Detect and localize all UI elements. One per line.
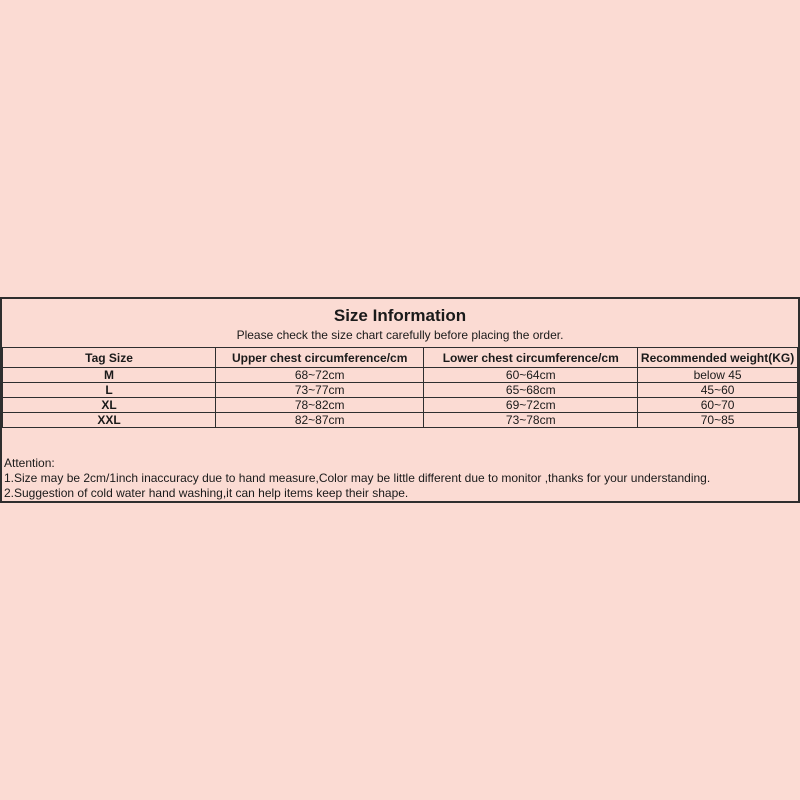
size-information-panel bbox=[0, 297, 800, 503]
column-header-upper-chest: Upper chest circumference/cm bbox=[216, 348, 424, 368]
cell-upper-chest: 78~82cm bbox=[216, 398, 424, 413]
cell-recommended-weight: 60~70 bbox=[638, 398, 798, 413]
cell-lower-chest: 69~72cm bbox=[424, 398, 638, 413]
size-table-header-row bbox=[3, 348, 798, 368]
attention-label: Attention: bbox=[4, 456, 55, 470]
cell-upper-chest: 68~72cm bbox=[216, 368, 424, 383]
table-row bbox=[3, 383, 798, 398]
attention-block bbox=[2, 456, 798, 501]
cell-tag-size: XXL bbox=[3, 413, 216, 428]
cell-lower-chest: 60~64cm bbox=[424, 368, 638, 383]
cell-tag-size: L bbox=[3, 383, 216, 398]
cell-recommended-weight: below 45 bbox=[638, 368, 798, 383]
column-header-lower-chest: Lower chest circumference/cm bbox=[424, 348, 638, 368]
table-row bbox=[3, 368, 798, 383]
page-title: Size Information bbox=[333, 306, 467, 325]
size-table bbox=[2, 347, 798, 428]
cell-tag-size: M bbox=[3, 368, 216, 383]
cell-upper-chest: 82~87cm bbox=[216, 413, 424, 428]
column-header-tag-size: Tag Size bbox=[3, 348, 216, 368]
cell-recommended-weight: 70~85 bbox=[638, 413, 798, 428]
cell-tag-size: XL bbox=[3, 398, 216, 413]
table-row bbox=[3, 413, 798, 428]
table-row bbox=[3, 398, 798, 413]
cell-upper-chest: 73~77cm bbox=[216, 383, 424, 398]
size-chart-subtitle: Please check the size chart carefully before placing the order. bbox=[236, 328, 564, 342]
cell-recommended-weight: 45~60 bbox=[638, 383, 798, 398]
attention-note: 2.Suggestion of cold water hand washing,it can help items keep their shape. bbox=[4, 486, 409, 500]
cell-lower-chest: 65~68cm bbox=[424, 383, 638, 398]
column-header-recommended-weight: Recommended weight(KG) bbox=[638, 348, 798, 368]
cell-lower-chest: 73~78cm bbox=[424, 413, 638, 428]
attention-note: 1.Size may be 2cm/1inch inaccuracy due to hand measure,Color may be little different due to monitor ,thanks for your understanding. bbox=[4, 471, 711, 485]
